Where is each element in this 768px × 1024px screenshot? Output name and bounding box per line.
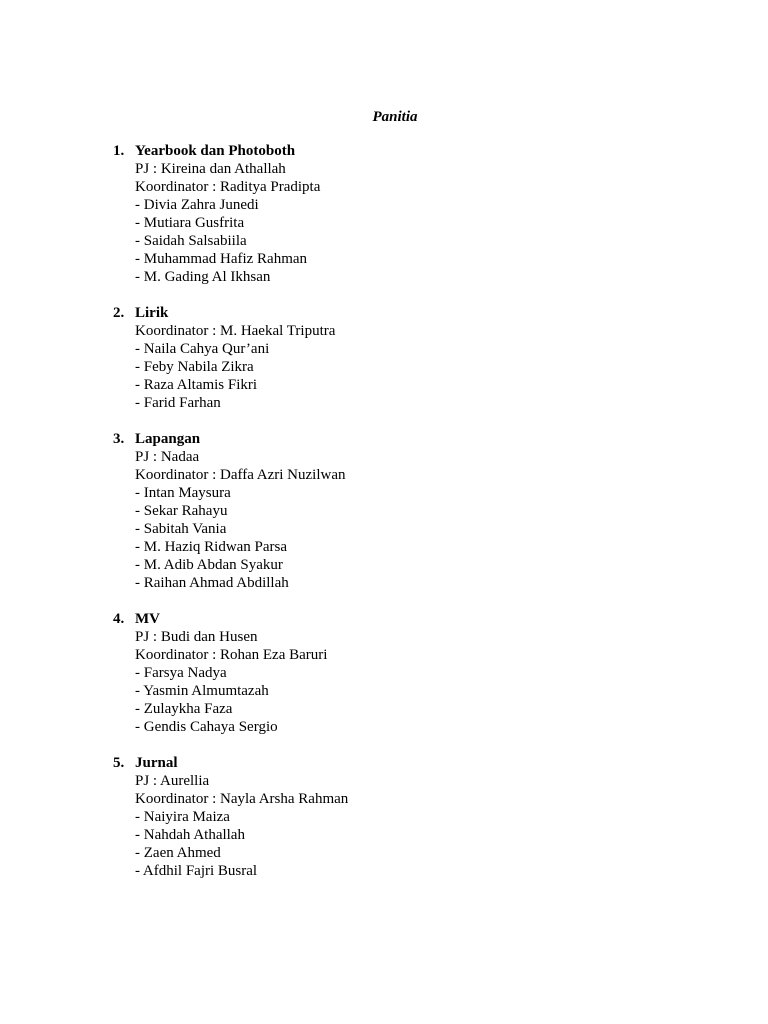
section-body — [135, 160, 713, 286]
member-item: - Naila Cahya Qur’ani — [135, 341, 270, 357]
member-item: - Feby Nabila Zikra — [135, 359, 254, 375]
member-item: - Intan Maysura — [135, 485, 231, 501]
member-item: - Farsya Nadya — [135, 665, 227, 681]
member-item: - Raza Altamis Fikri — [135, 377, 258, 393]
koordinator-line: Koordinator : M. Haekal Triputra — [135, 323, 336, 339]
koordinator-line: Koordinator : Nayla Arsha Rahman — [135, 791, 349, 807]
section-body — [135, 448, 713, 592]
member-item: - M. Haziq Ridwan Parsa — [135, 539, 288, 555]
member-item: - M. Adib Abdan Syakur — [135, 557, 283, 573]
section-heading: Yearbook dan Photoboth — [135, 143, 296, 159]
section-heading: MV — [135, 611, 160, 627]
member-item: - Gendis Cahaya Sergio — [135, 719, 278, 735]
member-item: - Mutiara Gusfrita — [135, 215, 245, 231]
section-body — [135, 772, 713, 880]
member-item: - Naiyira Maiza — [135, 809, 230, 825]
member-item: - Afdhil Fajri Busral — [135, 863, 258, 879]
member-item: - Zaen Ahmed — [135, 845, 221, 861]
member-item: - Farid Farhan — [135, 395, 221, 411]
member-item: - M. Gading Al Ikhsan — [135, 269, 271, 285]
section-number: 2. — [113, 305, 125, 321]
member-item: - Nahdah Athallah — [135, 827, 245, 843]
section-header — [113, 754, 713, 772]
section-lirik — [113, 304, 713, 412]
member-item: - Divia Zahra Junedi — [135, 197, 259, 213]
pj-line: PJ : Budi dan Husen — [135, 629, 258, 645]
member-item: - Yasmin Almumtazah — [135, 683, 269, 699]
member-item: - Raihan Ahmad Abdillah — [135, 575, 289, 591]
section-yearbook — [113, 142, 713, 286]
pj-line: PJ : Kireina dan Athallah — [135, 161, 286, 177]
section-heading: Lapangan — [135, 431, 201, 447]
koordinator-line: Koordinator : Daffa Azri Nuzilwan — [135, 467, 346, 483]
pj-line: PJ : Aurellia — [135, 773, 210, 789]
section-header — [113, 142, 713, 160]
section-heading: Lirik — [135, 305, 169, 321]
pj-line: PJ : Nadaa — [135, 449, 200, 465]
section-heading: Jurnal — [135, 755, 178, 771]
member-item: - Muhammad Hafiz Rahman — [135, 251, 308, 267]
section-header — [113, 304, 713, 322]
section-mv — [113, 610, 713, 736]
koordinator-line: Koordinator : Rohan Eza Baruri — [135, 647, 328, 663]
member-item: - Zulaykha Faza — [135, 701, 233, 717]
section-header — [113, 610, 713, 628]
member-item: - Saidah Salsabiila — [135, 233, 247, 249]
section-lapangan — [113, 430, 713, 592]
member-item: - Sekar Rahayu — [135, 503, 228, 519]
committee-list — [113, 142, 713, 898]
section-header — [113, 430, 713, 448]
koordinator-line: Koordinator : Raditya Pradipta — [135, 179, 321, 195]
section-number: 1. — [113, 143, 125, 159]
section-body — [135, 322, 713, 412]
section-jurnal — [113, 754, 713, 880]
section-number: 3. — [113, 431, 125, 447]
member-item: - Sabitah Vania — [135, 521, 227, 537]
section-number: 4. — [113, 611, 125, 627]
section-body — [135, 628, 713, 736]
section-number: 5. — [113, 755, 125, 771]
document-title: Panitia — [372, 109, 418, 125]
